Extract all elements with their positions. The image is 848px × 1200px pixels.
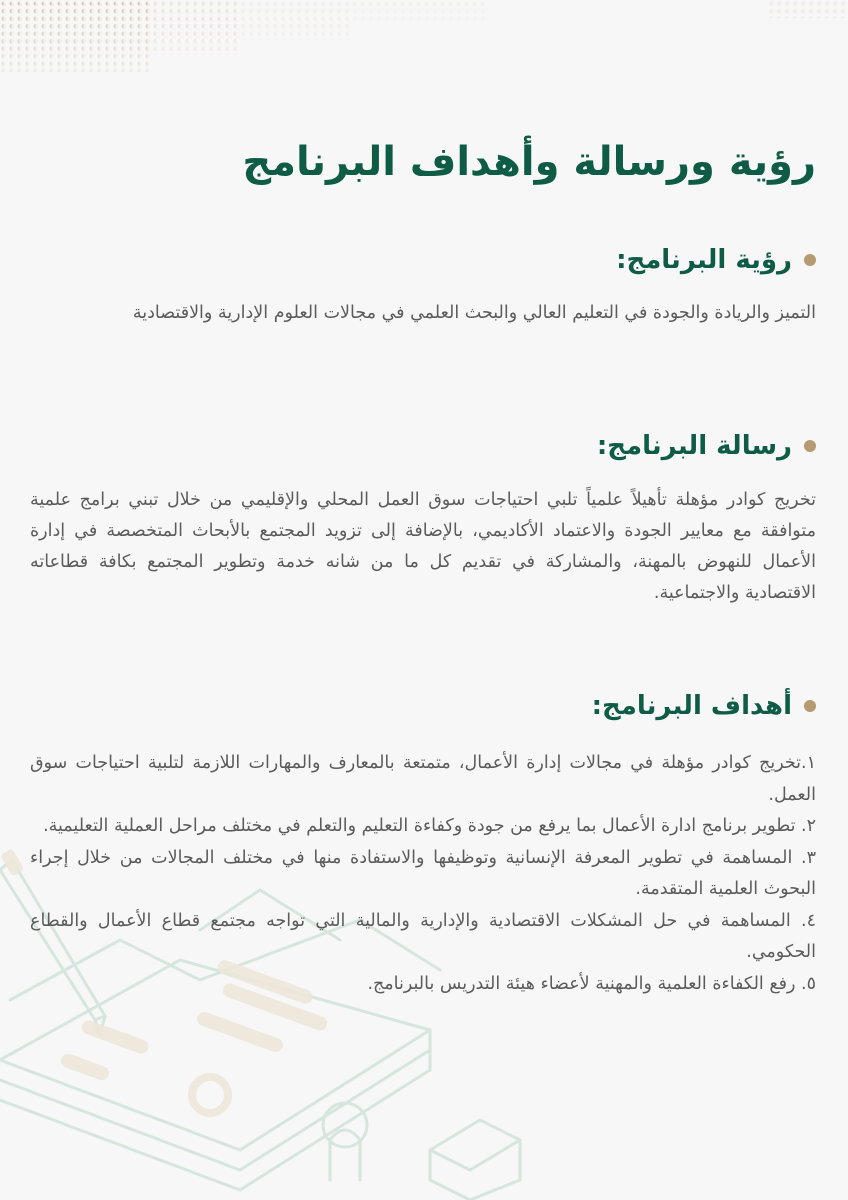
page-title: رؤية ورسالة وأهداف البرنامج xyxy=(242,139,816,185)
goals-heading: أهداف البرنامج: xyxy=(591,691,792,721)
goal-item: ٢. تطوير برنامج ادارة الأعمال بما يرفع من جودة وكفاءة التعليم والتعلم في مختلف مراحل العملية التعليمية. xyxy=(43,816,816,836)
mission-section-header xyxy=(597,426,816,466)
goal-item: ٣. المساهمة في تطوير المعرفة الإنسانية وتوظيفها والاستفادة منها في مختلف المجالات من خلال إجراء البحوث العلمية المتقدمة. xyxy=(30,847,816,899)
bullet-icon xyxy=(804,700,816,712)
goal-item: ١.تخريج كوادر مؤهلة في مجالات إدارة الأعمال، متمتعة بالمعارف والمهارات اللازمة لتلبية احتياجات سوق العمل. xyxy=(30,753,816,805)
bullet-icon xyxy=(804,254,816,266)
vision-text: التميز والريادة والجودة في التعليم العالي والبحث العلمي في مجالات العلوم الإدارية والاقتصادية xyxy=(132,303,816,323)
goal-item: ٤. المساهمة في حل المشكلات الاقتصادية والإدارية والمالية التي تواجه مجتمع قطاع الأعمال والقطاع الحكومي. xyxy=(30,910,816,962)
goals-list xyxy=(30,748,816,1000)
mission-heading: رسالة البرنامج: xyxy=(596,431,792,461)
goal-item: ٥. رفع الكفاءة العلمية والمهنية لأعضاء هيئة التدريس بالبرنامج. xyxy=(367,973,816,994)
bullet-icon xyxy=(804,440,816,452)
goals-section-header xyxy=(592,686,816,726)
halftone-dots-decoration xyxy=(0,0,848,90)
vision-section-header xyxy=(616,240,816,280)
vision-heading: رؤية البرنامج: xyxy=(616,245,792,275)
mission-text: تخريج كوادر مؤهلة تأهيلاً علمياً تلبي احتياجات سوق العمل المحلي والإقليمي من خلال تبني برامج علمية متوافقة مع معايير الجودة والاعتماد الأكاديمي، بالإضافة إلى تزويد المجتمع بالأبحاث المتخصصة في إدارة الأعمال للنهوض بالمهنة، والمشاركة في تقديم كل ما من شانه خدمة وتطوير المجتمع بكافة قطاعاته الاقتصادية والاجتماعية. xyxy=(30,490,816,603)
